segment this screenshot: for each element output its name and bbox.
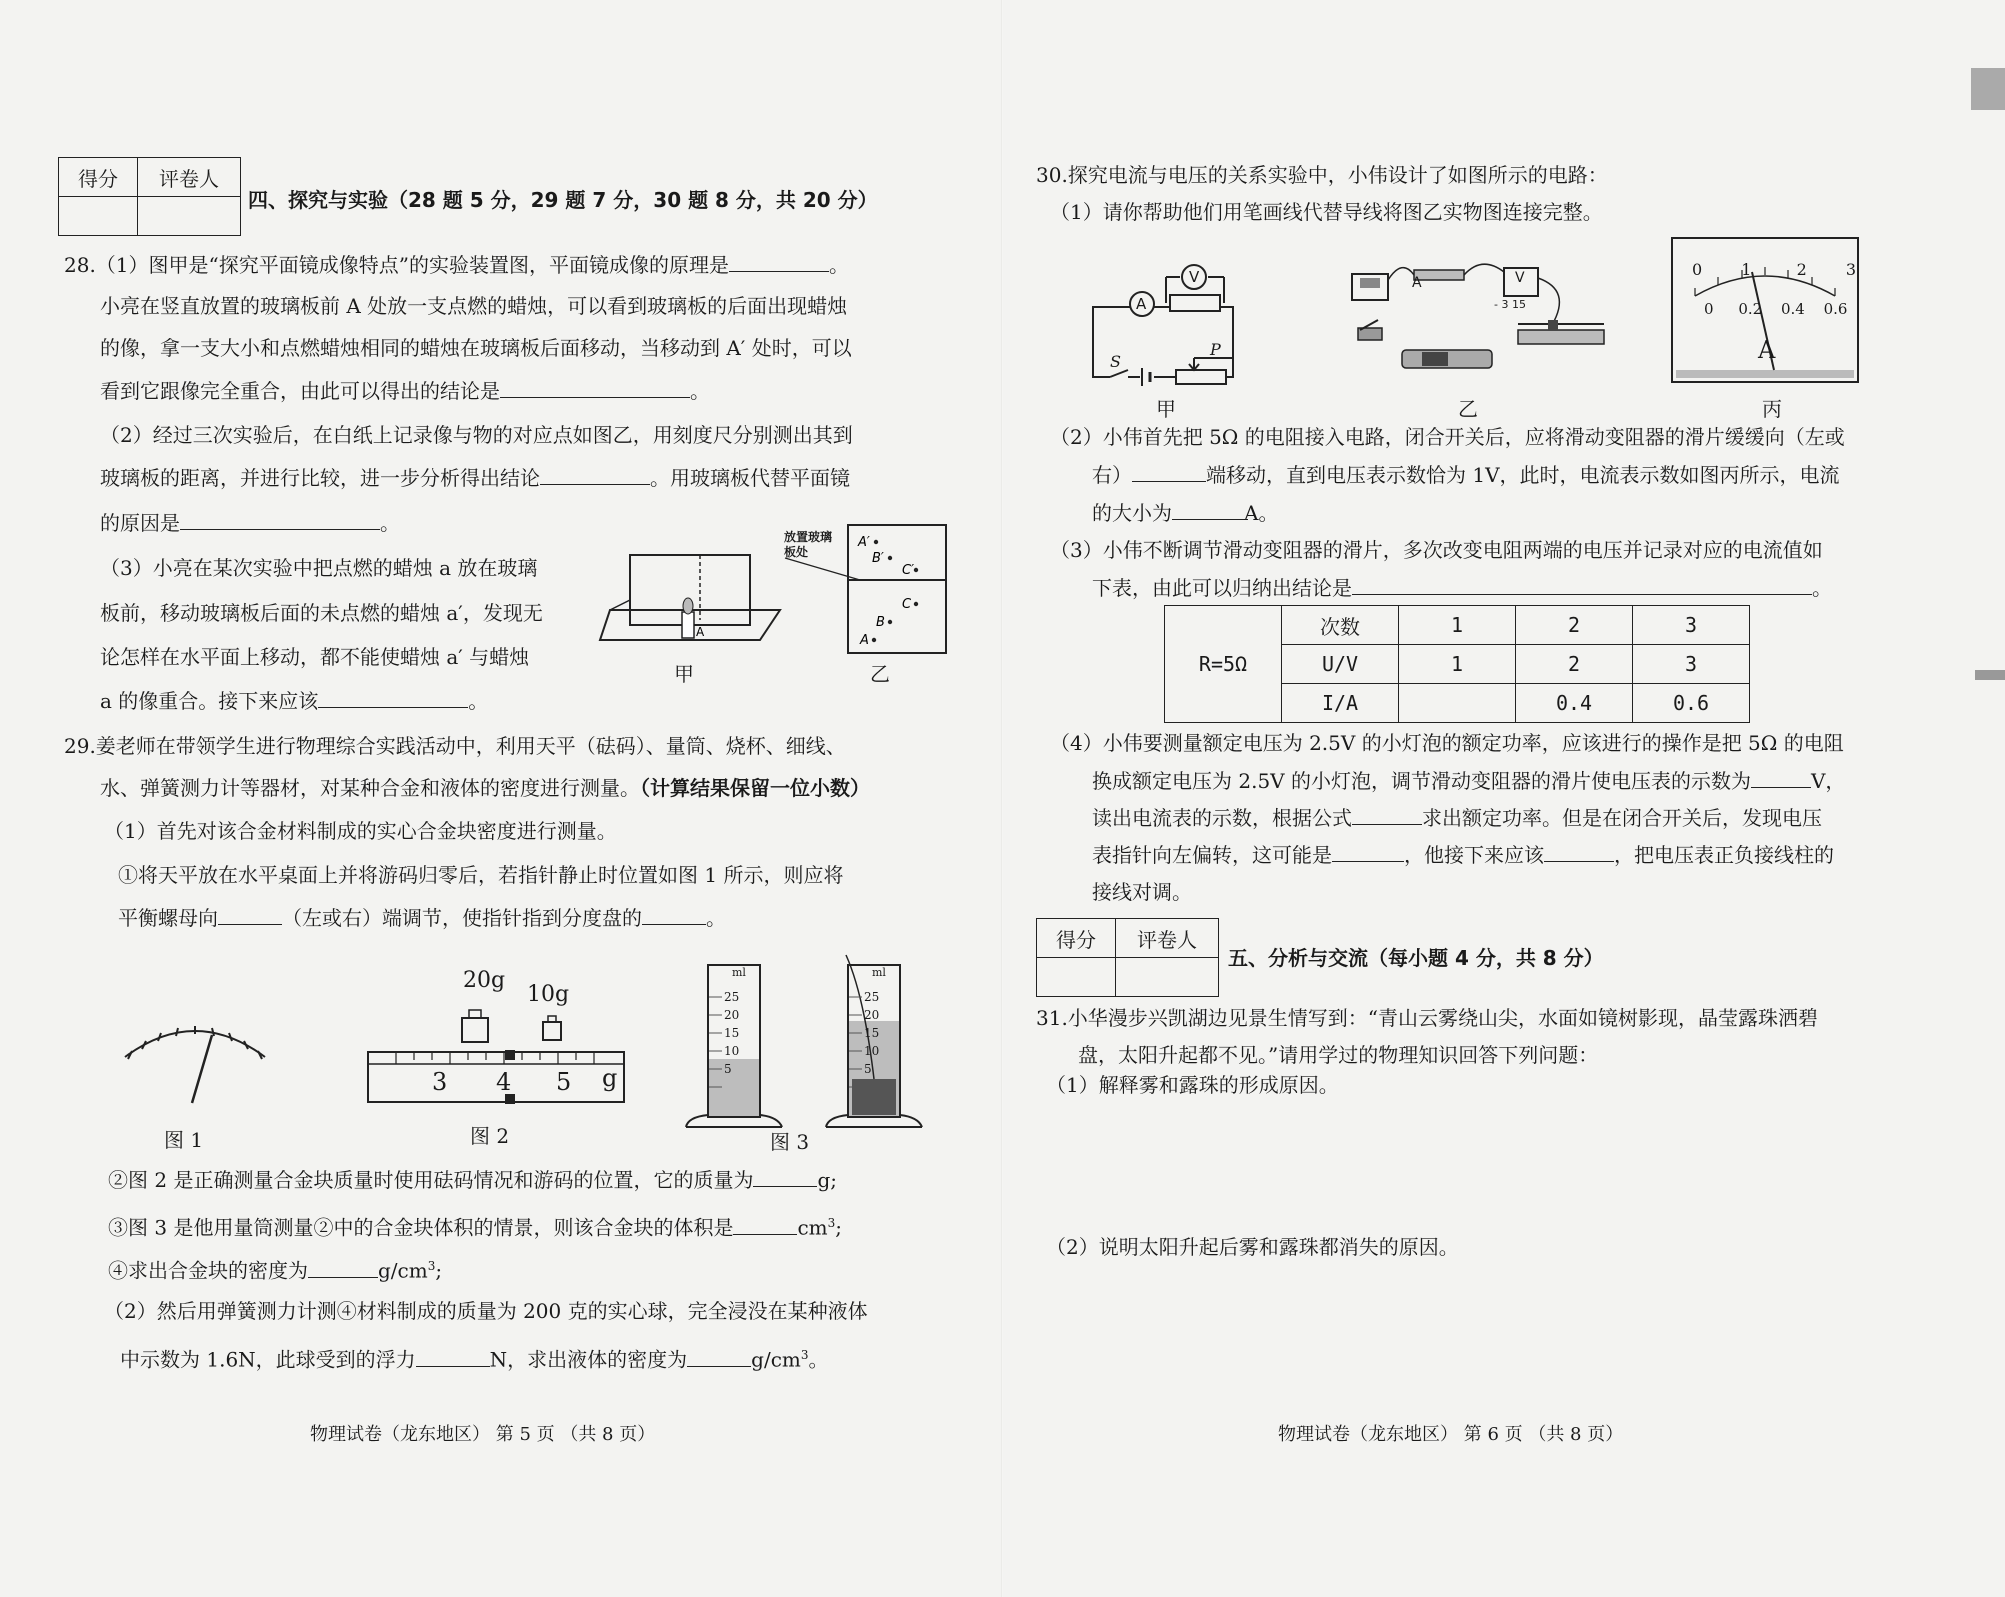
weight-20g-icon bbox=[462, 1018, 488, 1042]
circuit-physical-figure bbox=[1342, 250, 1612, 380]
point-a-prime: A′ bbox=[858, 535, 870, 550]
ruler-mark-3: 3 bbox=[432, 1068, 448, 1096]
balance-pointer bbox=[192, 1035, 212, 1103]
schematic-switch-label: S bbox=[1110, 352, 1121, 371]
q28-blank1[interactable] bbox=[729, 251, 829, 272]
q30-line7: 下表，由此可以归纳出结论是 。 bbox=[1092, 576, 1832, 600]
point-b-prime: B′ bbox=[872, 551, 884, 566]
physical-ammeter-label: A bbox=[1412, 275, 1422, 291]
ruler-mark-4: 4 bbox=[496, 1068, 512, 1096]
table-cell: 1 bbox=[1399, 645, 1516, 684]
q31-line3: （1）解释雾和露珠的形成原因。 bbox=[1046, 1073, 1339, 1097]
alloy-block bbox=[852, 1079, 896, 1115]
q30-line8: （4）小伟要测量额定电压为 2.5V 的小灯泡的额定功率，应该进行的操作是把 5Ω 的电阻 bbox=[1050, 731, 1844, 755]
q30-blank-conclusion[interactable] bbox=[1352, 574, 1812, 595]
weight-10g-label: 10g bbox=[527, 982, 570, 1007]
score-table-section4 bbox=[58, 157, 241, 236]
schematic-slider-label: P bbox=[1210, 340, 1221, 359]
q29-blank-direction[interactable] bbox=[218, 904, 282, 925]
voltmeter-terminals: - 3 15 bbox=[1494, 298, 1526, 311]
point-a: A bbox=[860, 633, 869, 648]
q30-blank-voltage[interactable] bbox=[1751, 767, 1811, 788]
q30-blank-formula[interactable] bbox=[1352, 804, 1422, 825]
point-c-prime-dot bbox=[914, 568, 918, 572]
circuit-fig-yi-caption: 乙 bbox=[1458, 397, 1478, 421]
fig-yi-caption: 乙 bbox=[870, 662, 890, 686]
left-page bbox=[0, 0, 1002, 1597]
q31-line1: 31.小华漫步兴凯湖边见景生情写到：“青山云雾绕山尖，水面如镜树影现，晶莹露珠洒碧 bbox=[1036, 1006, 1819, 1030]
ruler-unit-g: g bbox=[602, 1064, 618, 1092]
point-b-dot bbox=[888, 620, 892, 624]
q29-blank-center[interactable] bbox=[642, 904, 706, 925]
point-b: B bbox=[876, 615, 885, 630]
rheostat-symbol bbox=[1176, 370, 1226, 384]
glass-position-label: 放置玻璃板处 bbox=[784, 530, 833, 559]
score-header: 得分 bbox=[1037, 919, 1116, 958]
q31-line2: 盘，太阳升起都不见。”请用学过的物理知识回答下列问题： bbox=[1078, 1043, 1599, 1067]
q29-line6: ②图 2 是正确测量合金块质量时使用砝码情况和游码的位置，它的质量为 g; bbox=[108, 1168, 837, 1192]
point-c-dot bbox=[914, 602, 918, 606]
cyl1-ticks: 25 20 15 10 5 bbox=[724, 990, 740, 1076]
q30-line9: 换成额定电压为 2.5V 的小灯泡，调节滑动变阻器的滑片使电压表的示数为 V， bbox=[1092, 769, 1846, 793]
right-page bbox=[1002, 0, 2005, 1597]
table-cell: 0.4 bbox=[1516, 684, 1633, 723]
q28-line8: （3）小亮在某次实验中把点燃的蜡烛 a 放在玻璃 bbox=[100, 556, 538, 580]
q30-line10: 读出电流表的示数，根据公式 求出额定功率。但是在闭合开关后，发现电压 bbox=[1092, 806, 1822, 830]
rider-top bbox=[505, 1050, 515, 1060]
fig3-caption: 图 3 bbox=[770, 1130, 810, 1154]
table-cell: U/V bbox=[1282, 645, 1399, 684]
q31-answer-area-1[interactable] bbox=[1046, 1102, 1946, 1222]
q28-line3: 的像，拿一支大小和点燃蜡烛相同的蜡烛在玻璃板后面移动，当移动到 A′ 处时，可以 bbox=[100, 336, 852, 360]
q29-line5: 平衡螺母向 （左或右）端调节，使指针指到分度盘的 。 bbox=[118, 906, 726, 930]
fig2-caption: 图 2 bbox=[470, 1124, 510, 1148]
fig1-caption: 图 1 bbox=[164, 1128, 204, 1152]
q30-line12: 接线对调。 bbox=[1092, 880, 1192, 904]
score-cell[interactable] bbox=[1037, 958, 1116, 997]
cyl2-ml-label: ml bbox=[872, 966, 886, 979]
iv-data-table bbox=[1164, 605, 1750, 723]
section5-title: 五、分析与交流（每小题 4 分，共 8 分） bbox=[1228, 946, 1604, 970]
graduated-cylinders-figure bbox=[678, 955, 928, 1135]
q28-line10: 论怎样在水平面上移动，都不能使蜡烛 a′ 与蜡烛 bbox=[100, 645, 530, 669]
q29-blank-liquid-density[interactable] bbox=[687, 1346, 751, 1367]
circuit-fig-bing-caption: 丙 bbox=[1762, 397, 1782, 421]
physical-rheostat-icon bbox=[1518, 330, 1604, 344]
q29-blank-buoyancy[interactable] bbox=[416, 1346, 490, 1367]
table-header-cell: 3 bbox=[1633, 606, 1750, 645]
q28-line11: a 的像重合。接下来应该 。 bbox=[100, 689, 489, 713]
point-a-dot bbox=[872, 638, 876, 642]
q30-line1: 30.探究电流与电压的关系实验中，小伟设计了如图所示的电路： bbox=[1036, 163, 1608, 187]
point-c: C bbox=[902, 597, 912, 612]
q30-line5: 的大小为 A。 bbox=[1092, 501, 1279, 525]
ammeter-bottom-scale: 0 0.2 0.4 0.6 bbox=[1704, 300, 1848, 318]
q31-answer-area-2[interactable] bbox=[1046, 1266, 1946, 1396]
q28-line9: 板前，移动玻璃板后面的未点燃的蜡烛 a′，发现无 bbox=[100, 601, 543, 625]
table-cell-empty[interactable] bbox=[1399, 684, 1516, 723]
ruler-mark-5: 5 bbox=[556, 1068, 572, 1096]
q30-blank-direction[interactable] bbox=[1132, 461, 1206, 482]
score-table-section5 bbox=[1036, 918, 1219, 997]
right-page-footer: 物理试卷（龙东地区） 第 6 页 （共 8 页） bbox=[1278, 1424, 1624, 1445]
q30-line6: （3）小伟不断调节滑动变阻器的滑片，多次改变电阻两端的电压并记录对应的电流值如 bbox=[1050, 538, 1823, 562]
schematic-ammeter-label: A bbox=[1136, 295, 1147, 313]
q28-blank4[interactable] bbox=[180, 509, 380, 530]
weight-10g-icon bbox=[543, 1022, 561, 1040]
q28-line7: 的原因是 。 bbox=[100, 511, 400, 535]
q29-line3: （1）首先对该合金材料制成的实心合金块密度进行测量。 bbox=[104, 819, 617, 843]
grader-cell[interactable] bbox=[138, 197, 241, 236]
table-cell: 0.6 bbox=[1633, 684, 1750, 723]
cyl2-ticks: 25 20 15 10 5 bbox=[864, 990, 880, 1076]
point-a-prime-dot bbox=[874, 540, 878, 544]
left-page-footer: 物理试卷（龙东地区） 第 5 页 （共 8 页） bbox=[310, 1424, 656, 1445]
q29-blank-mass[interactable] bbox=[753, 1166, 817, 1187]
physical-voltmeter-label: V bbox=[1515, 270, 1525, 286]
q28-line5: （2）经过三次实验后，在白纸上记录像与物的对应点如图乙，用刻度尺分别测出其到 bbox=[100, 423, 853, 447]
resistor-symbol bbox=[1170, 295, 1220, 311]
mirror-setup-figure bbox=[600, 530, 790, 650]
q29-line1: 29.姜老师在带领学生进行物理综合实践活动中，利用天平（砝码）、量筒、烧杯、细线、 bbox=[64, 734, 846, 758]
q28-blank2[interactable] bbox=[500, 377, 690, 398]
table-row bbox=[1165, 606, 1750, 645]
q30-line2: （1）请你帮助他们用笔画线代替导线将图乙实物图连接完整。 bbox=[1050, 200, 1603, 224]
q30-blank-action[interactable] bbox=[1544, 841, 1614, 862]
q28-line6: 玻璃板的距离，并进行比较，进一步分析得出结论 。用玻璃板代替平面镜 bbox=[100, 466, 850, 490]
fig-jia-caption: 甲 bbox=[674, 662, 694, 686]
q29-blank-density[interactable] bbox=[308, 1257, 378, 1278]
circuit-fig-jia-caption: 甲 bbox=[1156, 397, 1176, 421]
q28-line2: 小亮在竖直放置的玻璃板前 A 处放一支点燃的蜡烛，可以看到玻璃板的后面出现蜡烛 bbox=[100, 294, 848, 318]
section4-title: 四、探究与实验（28 题 5 分，29 题 7 分，30 题 8 分，共 20 分） bbox=[248, 188, 878, 212]
candle-a-label: A bbox=[696, 625, 705, 639]
q28-blank5[interactable] bbox=[318, 687, 468, 708]
q30-line3: （2）小伟首先把 5Ω 的电阻接入电路，闭合开关后，应将滑动变阻器的滑片缓缓向（左或 bbox=[1050, 425, 1845, 449]
q30-blank-reason[interactable] bbox=[1332, 841, 1404, 862]
table-cell: 3 bbox=[1633, 645, 1750, 684]
q28-line1: 28.（1）图甲是“探究平面镜成像特点”的实验装置图，平面镜成像的原理是 。 bbox=[64, 253, 849, 277]
point-b-prime-dot bbox=[888, 556, 892, 560]
q30-blank-current[interactable] bbox=[1172, 499, 1244, 520]
grader-cell[interactable] bbox=[1116, 958, 1219, 997]
q28-line4: 看到它跟像完全重合，由此可以得出的结论是 。 bbox=[100, 379, 710, 403]
score-header: 得分 bbox=[59, 158, 138, 197]
q29-line10: 中示数为 1.6N，此球受到的浮力 N，求出液体的密度为 $g/cm^3$。 bbox=[120, 1347, 829, 1372]
q28-blank3[interactable] bbox=[540, 464, 650, 485]
q29-blank-volume[interactable] bbox=[733, 1214, 797, 1235]
q29-line2: 水、弹簧测力计等器材，对某种合金和液体的密度进行测量。（计算结果保留一位小数） bbox=[100, 776, 870, 800]
table-header-cell: 2 bbox=[1516, 606, 1633, 645]
q30-line11: 表指针向左偏转，这可能是 ，他接下来应该 ，把电压表正负接线柱的 bbox=[1092, 843, 1834, 867]
ammeter-unit-label: A bbox=[1758, 336, 1776, 364]
q31-line4: （2）说明太阳升起后雾和露珠都消失的原因。 bbox=[1046, 1235, 1459, 1259]
table-header-cell: 次数 bbox=[1282, 606, 1399, 645]
schematic-voltmeter-label: V bbox=[1189, 268, 1200, 286]
ammeter-top-scale: 0 1 2 3 bbox=[1692, 260, 1857, 279]
grader-header: 评卷人 bbox=[138, 158, 241, 197]
q29-line9: （2）然后用弹簧测力计测④材料制成的质量为 200 克的实心球，完全浸没在某种液体 bbox=[104, 1299, 868, 1323]
table-header-cell: 1 bbox=[1399, 606, 1516, 645]
cyl1-ml-label: ml bbox=[732, 966, 746, 979]
resistance-cell: R=5Ω bbox=[1165, 606, 1282, 723]
score-cell[interactable] bbox=[59, 197, 138, 236]
q30-line4: 右） 端移动，直到电压表示数恰为 1V，此时，电流表示数如图丙所示，电流 bbox=[1092, 463, 1840, 487]
q29-line7: ③图 3 是他用量筒测量②中的合金块体积的情景，则该合金块的体积是 $cm^3$; bbox=[108, 1215, 843, 1240]
point-c-prime: C′ bbox=[902, 563, 915, 578]
table-cell: 2 bbox=[1516, 645, 1633, 684]
grader-header: 评卷人 bbox=[1116, 919, 1219, 958]
q29-line8: ④求出合金块的密度为 $g/cm^3$; bbox=[108, 1258, 443, 1283]
weight-20g-label: 20g bbox=[463, 968, 506, 993]
q29-line4: ①将天平放在水平桌面上并将游码归零后，若指针静止时位置如图 1 所示，则应将 bbox=[118, 863, 844, 887]
balance-pointer-figure bbox=[120, 1015, 270, 1115]
table-cell: I/A bbox=[1282, 684, 1399, 723]
